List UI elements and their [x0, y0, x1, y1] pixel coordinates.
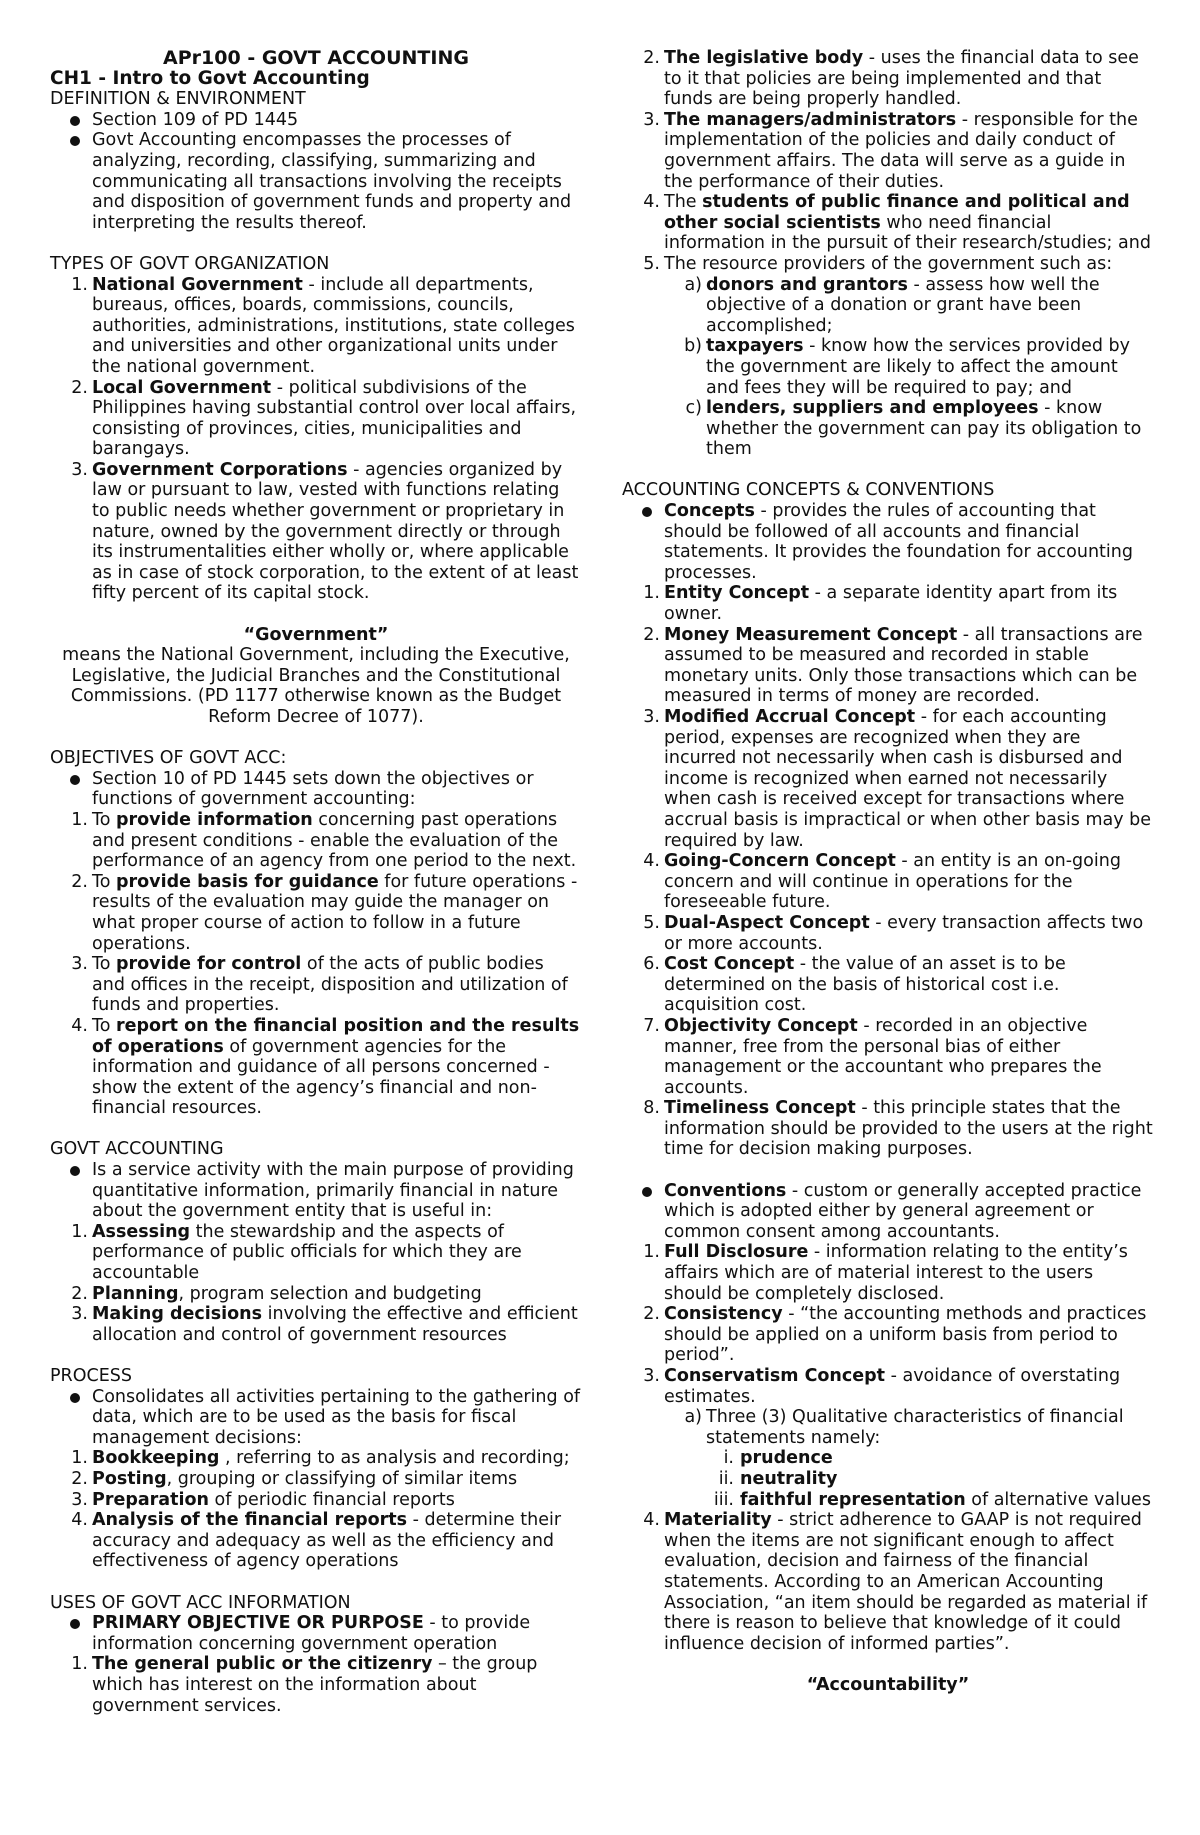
list-item [50, 1304, 582, 1345]
section-heading: ACCOUNTING CONCEPTS & CONVENTIONS [622, 480, 995, 501]
spacer [622, 1160, 1154, 1181]
spacer [50, 728, 582, 749]
item-marker: a) [684, 274, 702, 295]
item-term: students of public finance and political and other social scientists [664, 192, 1130, 233]
list-item [50, 810, 582, 872]
item-text: of the acts of public bodies and offices in the receipt, disposition and utilization of funds and properties. [92, 954, 568, 1016]
section-heading: DEFINITION & ENVIRONMENT [50, 89, 306, 110]
item-text: , grouping or classifying of similar items [166, 1468, 518, 1489]
item-term: Conventions [664, 1180, 787, 1201]
item-marker: ii. [718, 1468, 734, 1489]
bullet-item [50, 110, 582, 131]
list-item [622, 192, 1154, 254]
list-item [50, 378, 582, 460]
item-text: - responsible for the implementation of the policies and daily conduct of government affairs. The data will serve as a guide in the performance of their duties. [664, 109, 1138, 192]
spacer [622, 1654, 1154, 1675]
item-text: - avoidance of overstating estimates. [664, 1366, 1121, 1407]
item-marker: 6. [643, 954, 660, 975]
item-text: - this principle states that the information should be provided to the users at the right time for decision making purposes. [664, 1098, 1153, 1160]
spacer [50, 1345, 582, 1366]
item-marker: 1. [71, 809, 88, 830]
item-term: Posting [92, 1468, 167, 1489]
item-text: for future operations - results of the evaluation may guide the manager on what proper course of action to follow in a future operations. [92, 871, 578, 954]
list-item [50, 1448, 582, 1469]
item-term: Bookkeeping [92, 1448, 220, 1469]
item-term: Consistency [664, 1304, 783, 1325]
item-term: Concepts [664, 501, 755, 522]
item-text: of periodic financial reports [208, 1489, 455, 1510]
item-text: - determine their accuracy and adequacy as well as the efficiency and effectiveness of agency operations [92, 1510, 562, 1572]
item-prefix: To [92, 809, 116, 830]
item-term: prudence [740, 1448, 833, 1469]
item-marker: 3. [71, 1489, 88, 1510]
item-term: faithful representation [740, 1489, 966, 1510]
item-term: Objectivity Concept [664, 1015, 858, 1036]
item-term: Conservatism Concept [664, 1366, 886, 1386]
list-item [622, 954, 1154, 1016]
list-item [50, 1490, 582, 1511]
bullet-item [50, 1613, 582, 1654]
spacer [50, 1572, 582, 1593]
item-marker: b) [684, 336, 702, 357]
item-prefix: The [664, 192, 703, 213]
list-item [50, 1284, 582, 1305]
item-term: Preparation [92, 1489, 209, 1510]
item-marker: 4. [71, 1015, 88, 1036]
item-text: - all transactions are assumed to be measured and recorded in stable monetary units. Only those transactions which can be measured in terms of money are recorded. [664, 624, 1143, 707]
section-heading: GOVT ACCOUNTING [50, 1139, 224, 1160]
list-item [622, 1448, 1154, 1469]
list-item [50, 460, 582, 604]
item-text: the stewardship and the aspects of performance of public officials for which they are accountable [92, 1221, 522, 1284]
item-term: Modified Accrual Concept [664, 707, 916, 727]
item-marker: 1. [71, 1448, 88, 1469]
item-marker: 1. [643, 583, 660, 604]
right-column [622, 48, 1154, 1696]
item-term: Materiality [664, 1510, 772, 1531]
list-item [622, 275, 1154, 337]
list-item [622, 1366, 1154, 1407]
item-term: report on the financial position and the results of operations [92, 1015, 580, 1057]
item-term: Planning [92, 1283, 179, 1304]
list-item [622, 1490, 1154, 1511]
item-term: Government Corporations [92, 459, 348, 480]
item-text: - recorded in an objective manner, free from the personal bias of either management or the accountant who prepares the accounts. [664, 1015, 1102, 1098]
item-marker: 5. [643, 912, 660, 933]
item-term: provide for control [116, 954, 302, 975]
item-marker: c) [685, 398, 702, 419]
item-term: Full Disclosure [664, 1242, 809, 1263]
list-item [622, 851, 1154, 913]
item-marker: 8. [643, 1098, 660, 1119]
list-item [622, 913, 1154, 954]
list-item [622, 110, 1154, 192]
item-marker: 3. [643, 1366, 660, 1386]
item-text: - for each accounting period, expenses are recognized when they are incurred not necessarily when cash is disbursed and income is recognized when earned not necessarily when cash is received except for transactions where accrual basis is impractical or when other basis may be required by law. [664, 707, 1152, 851]
list-item [50, 1654, 582, 1716]
item-term: donors and grantors [706, 274, 908, 295]
left-column [50, 48, 582, 1716]
item-marker: 2. [71, 1468, 88, 1489]
item-text: - a separate identity apart from its owner. [664, 583, 1118, 625]
item-marker: 4. [643, 851, 660, 872]
item-term: Making decisions [92, 1304, 263, 1325]
item-marker: 2. [71, 1283, 88, 1304]
item-marker: 4. [643, 1510, 660, 1531]
item-term: The general public or the citizenry [92, 1654, 433, 1675]
quoted-term: “Accountability” [806, 1674, 970, 1695]
item-text: - custom or generally accepted practice which is adopted either by general agreement or common consent among accountants. [664, 1180, 1142, 1242]
item-term: Local Government [92, 377, 272, 398]
item-prefix: To [92, 871, 116, 892]
list-item [50, 275, 582, 378]
list-item [622, 1407, 1154, 1448]
item-prefix: To [92, 954, 116, 975]
spacer [622, 460, 1154, 481]
list-item [622, 1098, 1154, 1160]
item-term: Entity Concept [664, 583, 810, 604]
item-term: taxpayers [706, 336, 804, 357]
item-text: Section 109 of PD 1445 [92, 109, 299, 130]
list-item [622, 254, 1154, 275]
item-term: Money Measurement Concept [664, 624, 958, 645]
item-text: - information relating to the entity’s affairs which are of material interest to the users should be completely disclosed. [664, 1242, 1128, 1304]
item-text: – the group which has interest on the information about government services. [92, 1654, 538, 1716]
item-marker: 3. [71, 1304, 88, 1325]
item-text: - provides the rules of accounting that should be followed of all accounts and financial statements. It provides the foundation for accounting processes. [664, 501, 1133, 583]
item-marker: 3. [71, 459, 88, 480]
item-term: neutrality [740, 1468, 838, 1489]
item-marker: a) [684, 1407, 702, 1428]
item-term: Timeliness Concept [664, 1098, 856, 1119]
item-text: who need financial information in the pursuit of their research/studies; and [664, 212, 1151, 254]
item-term: Analysis of the financial reports [92, 1510, 408, 1531]
item-marker: 3. [643, 109, 660, 130]
bullet-item [50, 1160, 582, 1222]
item-text: - assess how well the objective of a donation or grant have been accomplished; [706, 274, 1100, 336]
list-item [50, 954, 582, 1016]
item-term: The legislative body [664, 48, 864, 68]
item-marker: 1. [71, 274, 88, 295]
item-text: - “the accounting methods and practices should be applied on a uniform basis from period to period”. [664, 1304, 1147, 1366]
item-marker: 2. [643, 48, 660, 68]
item-term: provide information [116, 809, 313, 830]
section-heading: USES OF GOVT ACC INFORMATION [50, 1592, 351, 1613]
bullet-item [50, 769, 582, 810]
bullet-item [50, 130, 582, 233]
quoted-term: “Government” [243, 624, 389, 645]
item-term: Going-Concern Concept [664, 851, 896, 872]
spacer [50, 233, 582, 254]
item-text: - to provide information concerning government operation [92, 1613, 531, 1654]
bullet-item [622, 1181, 1154, 1243]
list-item [622, 1304, 1154, 1366]
chapter-heading: CH1 - Intro to Govt Accounting [50, 67, 370, 89]
definition-text: means the National Government, including the Executive, Legislative, the Judicial Branches and the Constitutional Commissions. (PD 1177 otherwise known as the Budget Reform Decree of 1077). [62, 645, 570, 727]
section-heading: OBJECTIVES OF GOVT ACC: [50, 748, 287, 769]
item-text: of government agencies for the information and guidance of all persons concerned - show the extent of the agency’s financial and non-financial resources. [92, 1036, 550, 1119]
list-item [50, 1222, 582, 1284]
bullet-item [50, 1387, 582, 1449]
item-marker: 7. [643, 1015, 660, 1036]
list-item [622, 48, 1154, 110]
item-text: - agencies organized by law or pursuant to law, vested with functions relating to public needs whether government or proprietary in nature, owned by the government directly or through its instrumentalities either wholly or, where applicable as in case of stock corporation, to the extent of at least fifty percent of its capital stock. [92, 459, 579, 604]
section-heading: TYPES OF GOVT ORGANIZATION [50, 253, 330, 274]
item-text: - strict adherence to GAAP is not required when the items are not significant enough to affect evaluation, decision and fairness of the financial statements. According to an American Accounting Association, “an item should be regarded as material if there is reason to believe that knowledge of it could influence decision of informed parties”. [664, 1510, 1148, 1654]
item-marker: 3. [71, 954, 88, 975]
list-item [50, 1016, 582, 1119]
item-text: Consolidates all activities pertaining to the gathering of data, which are to be used as the basis for fiscal management decisions: [92, 1386, 581, 1448]
item-marker: i. [723, 1448, 734, 1469]
section-heading: PROCESS [50, 1366, 132, 1386]
item-text: - political subdivisions of the Philippines having substantial control over local affairs, consisting of provinces, cities, municipalities and barangays. [92, 377, 577, 460]
item-text: Three (3) Qualitative characteristics of financial statements namely: [706, 1407, 1124, 1448]
list-item [622, 398, 1154, 460]
item-term: lenders, suppliers and employees [706, 398, 1039, 419]
item-text: The resource providers of the government such as: [664, 253, 1113, 274]
document-title: APr100 - GOVT ACCOUNTING [163, 47, 469, 69]
item-marker: 2. [71, 871, 88, 892]
list-item [622, 1016, 1154, 1098]
item-term: Assessing [92, 1221, 191, 1242]
item-term: National Government [92, 274, 303, 295]
item-marker: 2. [71, 377, 88, 398]
item-marker: 3. [643, 707, 660, 727]
item-term: Dual-Aspect Concept [664, 912, 870, 933]
item-term: Cost Concept [664, 954, 795, 975]
item-text: , referring to as analysis and recording; [219, 1448, 570, 1469]
list-item [622, 1469, 1154, 1490]
list-item [622, 1510, 1154, 1654]
list-item [622, 707, 1154, 851]
item-text: Govt Accounting encompasses the processes of analyzing, recording, classifying, summarizing and communicating all transactions involving the receipts and disposition of government funds and property and interpreting the results thereof. [92, 130, 572, 233]
item-text: - an entity is an on-going concern and will continue in operations for the foreseeable future. [664, 851, 1121, 913]
list-item [50, 1510, 582, 1572]
item-term: provide basis for guidance [116, 871, 379, 892]
item-marker: iii. [713, 1489, 734, 1510]
item-text: - every transaction affects two or more accounts. [664, 912, 1144, 954]
item-text: of alternative values [965, 1489, 1151, 1510]
item-prefix: To [92, 1015, 116, 1036]
item-text: - the value of an asset is to be determined on the basis of historical cost i.e. acquisition cost. [664, 954, 1066, 1016]
list-item [50, 1469, 582, 1490]
item-marker: 1. [71, 1221, 88, 1242]
item-text: - know whether the government can pay its obligation to them [706, 398, 1142, 460]
item-marker: 4. [71, 1510, 88, 1531]
item-text: Is a service activity with the main purpose of providing quantitative information, primarily financial in nature about the government entity that is useful in: [92, 1160, 574, 1222]
item-marker: 5. [643, 253, 660, 274]
item-term: PRIMARY OBJECTIVE OR PURPOSE [92, 1613, 424, 1634]
item-term: The managers/administrators [664, 109, 957, 130]
list-item [50, 872, 582, 954]
list-item [622, 625, 1154, 707]
item-text: - include all departments, bureaus, offices, boards, commissions, councils, authorities, administrations, institutions, state colleges and universities and other organizational units under the national government. [92, 274, 575, 377]
item-marker: 2. [643, 624, 660, 645]
item-text: involving the effective and efficient allocation and control of government resources [92, 1304, 578, 1345]
list-item [622, 583, 1154, 624]
item-text: , program selection and budgeting [178, 1283, 482, 1304]
spacer [50, 1119, 582, 1140]
item-marker: 1. [643, 1242, 660, 1263]
item-marker: 2. [643, 1304, 660, 1325]
item-marker: 1. [71, 1654, 88, 1675]
item-marker: 4. [643, 192, 660, 213]
bullet-item [622, 501, 1154, 583]
item-text: - know how the services provided by the government are likely to affect the amount and fees they will be required to pay; and [706, 336, 1131, 398]
item-text: concerning past operations and present conditions - enable the evaluation of the performance of an agency from one period to the next. [92, 809, 577, 872]
spacer [50, 604, 582, 625]
list-item [622, 336, 1154, 398]
item-text: - uses the financial data to see to it that policies are being implemented and that funds are being properly handled. [664, 48, 1139, 110]
item-text: Section 10 of PD 1445 sets down the objectives or functions of government accounting: [92, 768, 534, 810]
list-item [622, 1242, 1154, 1304]
